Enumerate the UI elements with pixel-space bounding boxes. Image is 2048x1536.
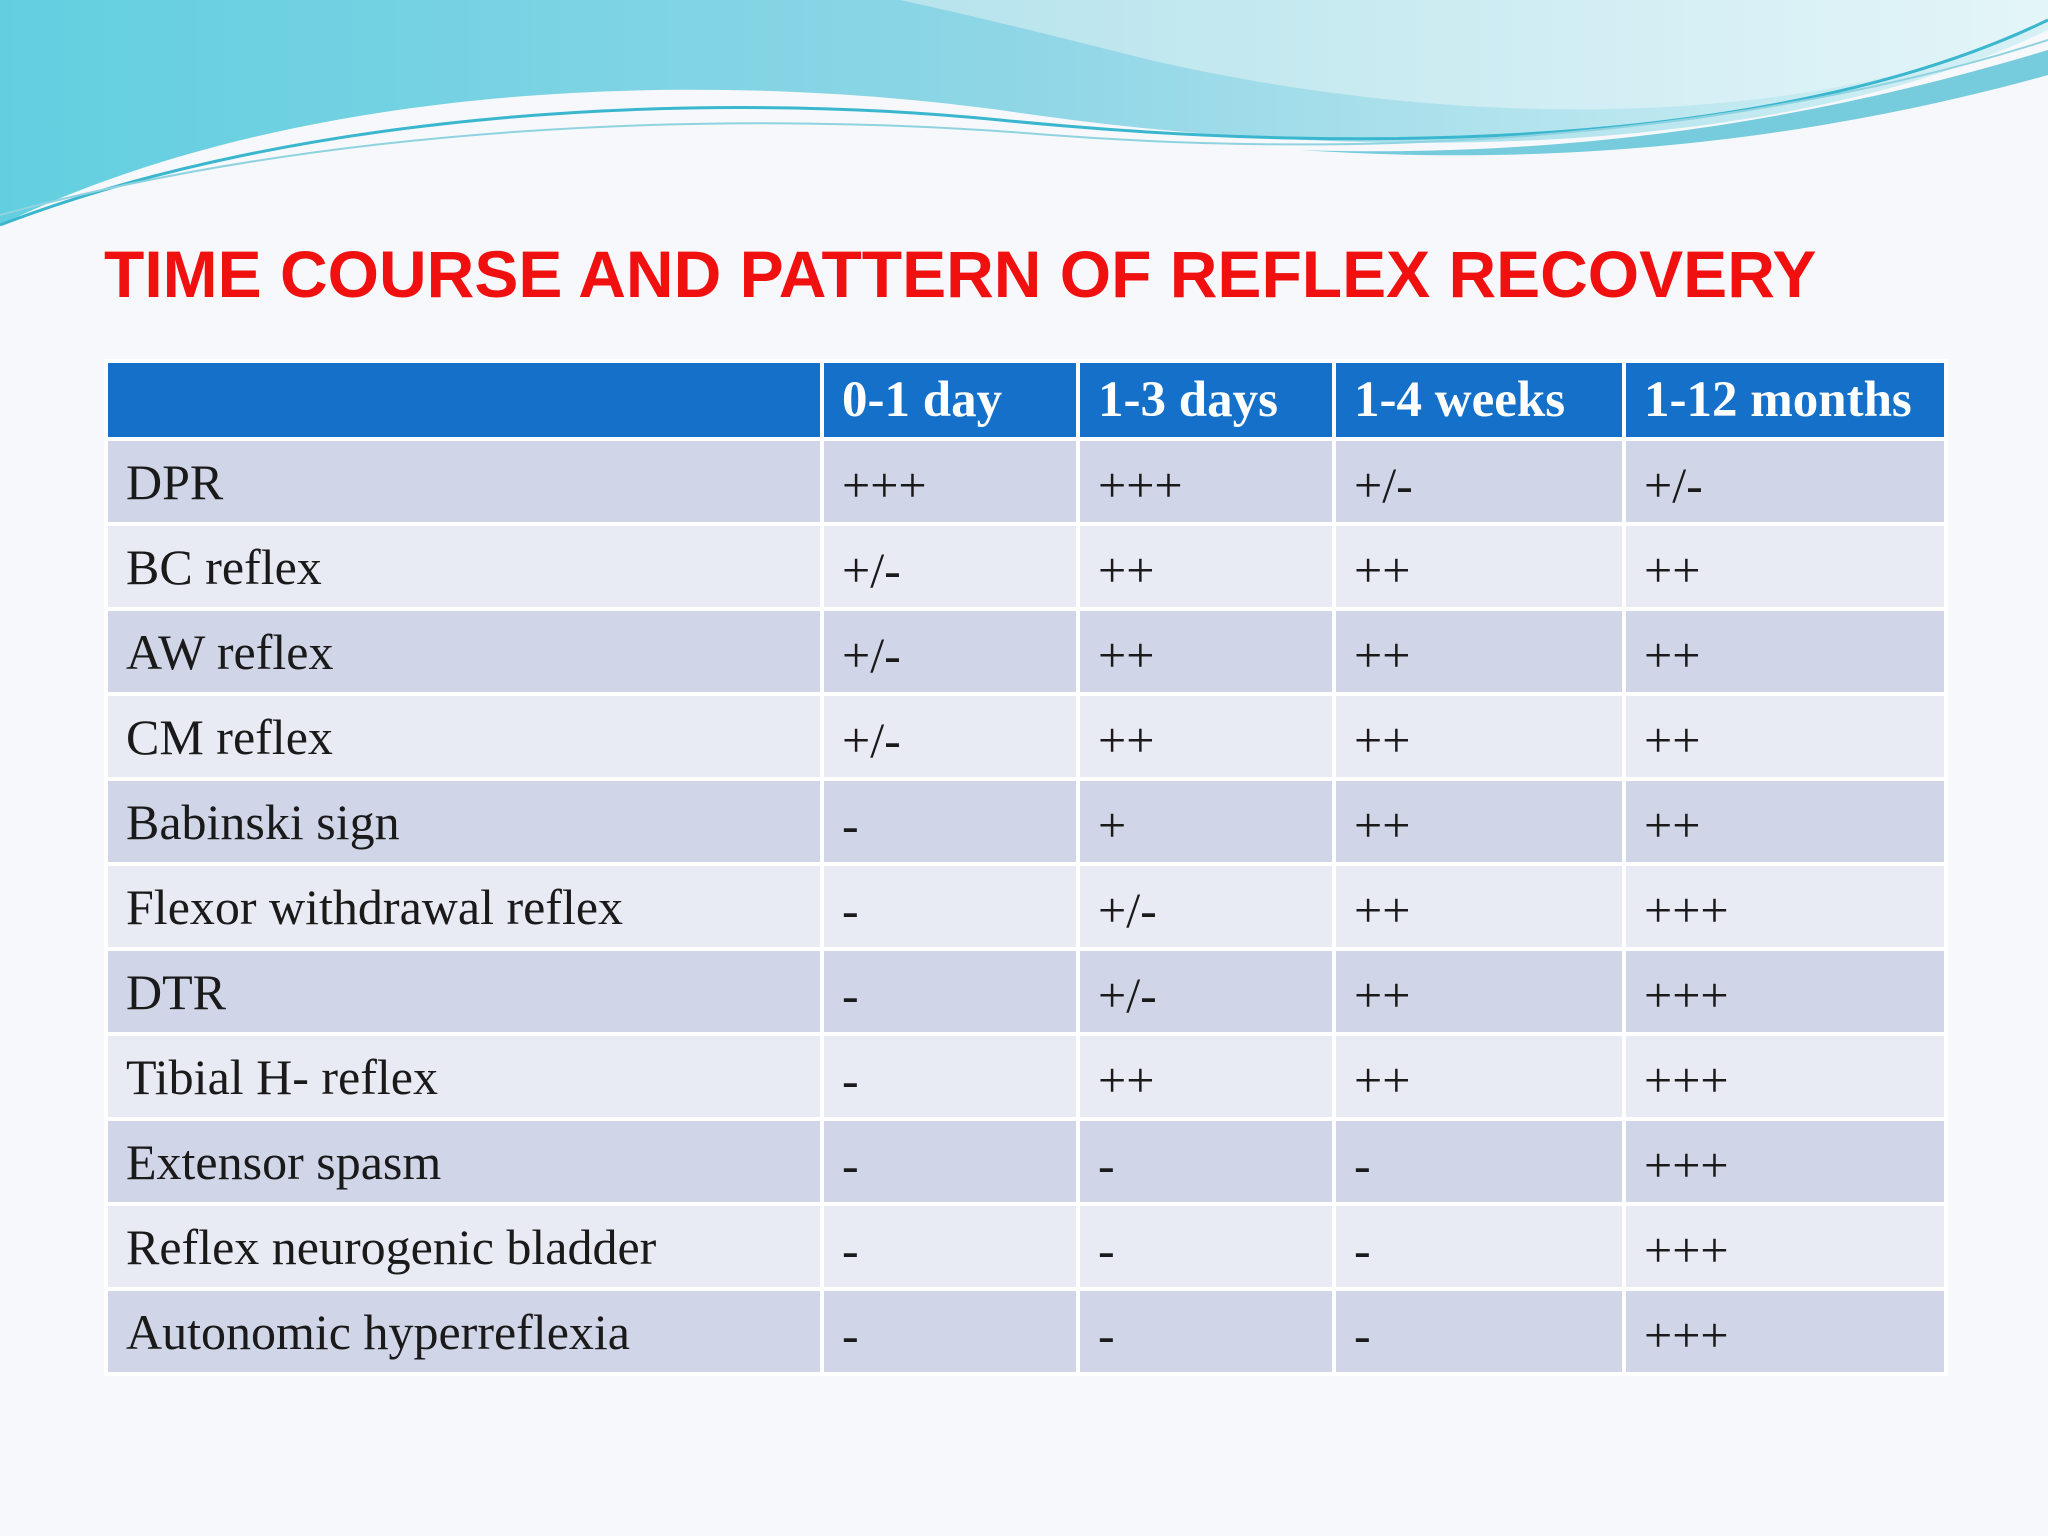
table-cell: -	[822, 1289, 1078, 1374]
row-label: DPR	[106, 439, 822, 524]
table-cell: ++	[1334, 1034, 1624, 1119]
table-cell: +++	[1624, 1289, 1946, 1374]
table-cell: ++	[1078, 694, 1334, 779]
row-label: Flexor withdrawal reflex	[106, 864, 822, 949]
table-row	[106, 524, 1946, 609]
table-cell: ++	[1334, 609, 1624, 694]
table-cell: ++	[1624, 694, 1946, 779]
table-cell: +++	[1078, 439, 1334, 524]
row-label: Extensor spasm	[106, 1119, 822, 1204]
row-label: Reflex neurogenic bladder	[106, 1204, 822, 1289]
table-cell: ++	[1334, 864, 1624, 949]
column-header-0-1-day: 0-1 day	[822, 361, 1078, 439]
table-row	[106, 1204, 1946, 1289]
table-cell: ++	[1624, 524, 1946, 609]
table-cell: +++	[822, 439, 1078, 524]
table-cell: +/-	[822, 609, 1078, 694]
table-cell: -	[822, 1034, 1078, 1119]
row-label: Tibial H- reflex	[106, 1034, 822, 1119]
table-cell: -	[822, 1204, 1078, 1289]
table-header-row	[106, 361, 1946, 439]
reflex-recovery-table	[104, 359, 1948, 1376]
table-row	[106, 1119, 1946, 1204]
table-cell: +/-	[1078, 864, 1334, 949]
table-cell: ++	[1334, 694, 1624, 779]
table-cell: ++	[1078, 1034, 1334, 1119]
table-row	[106, 864, 1946, 949]
table-row	[106, 609, 1946, 694]
table-cell: -	[822, 779, 1078, 864]
decorative-wave-banner	[0, 0, 2048, 240]
slide-title: TIME COURSE AND PATTERN OF REFLEX RECOVERY	[104, 237, 1817, 311]
column-header-1-3-days: 1-3 days	[1078, 361, 1334, 439]
table-row	[106, 694, 1946, 779]
table-row	[106, 949, 1946, 1034]
table-cell: -	[822, 949, 1078, 1034]
table-cell: -	[1334, 1289, 1624, 1374]
column-header-1-12-months: 1-12 months	[1624, 361, 1946, 439]
column-header-1-4-weeks: 1-4 weeks	[1334, 361, 1624, 439]
table-cell: -	[1334, 1119, 1624, 1204]
table-cell: -	[822, 1119, 1078, 1204]
table-cell: +/-	[822, 524, 1078, 609]
row-label: DTR	[106, 949, 822, 1034]
table-cell: +++	[1624, 1119, 1946, 1204]
table-cell: +	[1078, 779, 1334, 864]
table-cell: +++	[1624, 949, 1946, 1034]
row-label: Babinski sign	[106, 779, 822, 864]
table-cell: -	[1078, 1119, 1334, 1204]
table-cell: ++	[1624, 609, 1946, 694]
row-label: CM reflex	[106, 694, 822, 779]
table-cell: +/-	[1624, 439, 1946, 524]
table-cell: ++	[1078, 609, 1334, 694]
table-cell: ++	[1334, 524, 1624, 609]
table-cell: +/-	[1078, 949, 1334, 1034]
table-row	[106, 1289, 1946, 1374]
row-label: AW reflex	[106, 609, 822, 694]
column-header-label	[106, 361, 822, 439]
table-row	[106, 1034, 1946, 1119]
table-cell: +++	[1624, 1034, 1946, 1119]
table-cell: ++	[1334, 779, 1624, 864]
table-cell: +/-	[1334, 439, 1624, 524]
table-row	[106, 779, 1946, 864]
table-cell: +++	[1624, 864, 1946, 949]
table-cell: ++	[1078, 524, 1334, 609]
table-cell: -	[1078, 1289, 1334, 1374]
table-cell: -	[822, 864, 1078, 949]
table-cell: ++	[1334, 949, 1624, 1034]
table-cell: ++	[1624, 779, 1946, 864]
table-row	[106, 439, 1946, 524]
table-cell: -	[1078, 1204, 1334, 1289]
table-cell: +/-	[822, 694, 1078, 779]
table-cell: +++	[1624, 1204, 1946, 1289]
row-label: BC reflex	[106, 524, 822, 609]
row-label: Autonomic hyperreflexia	[106, 1289, 822, 1374]
table-cell: -	[1334, 1204, 1624, 1289]
